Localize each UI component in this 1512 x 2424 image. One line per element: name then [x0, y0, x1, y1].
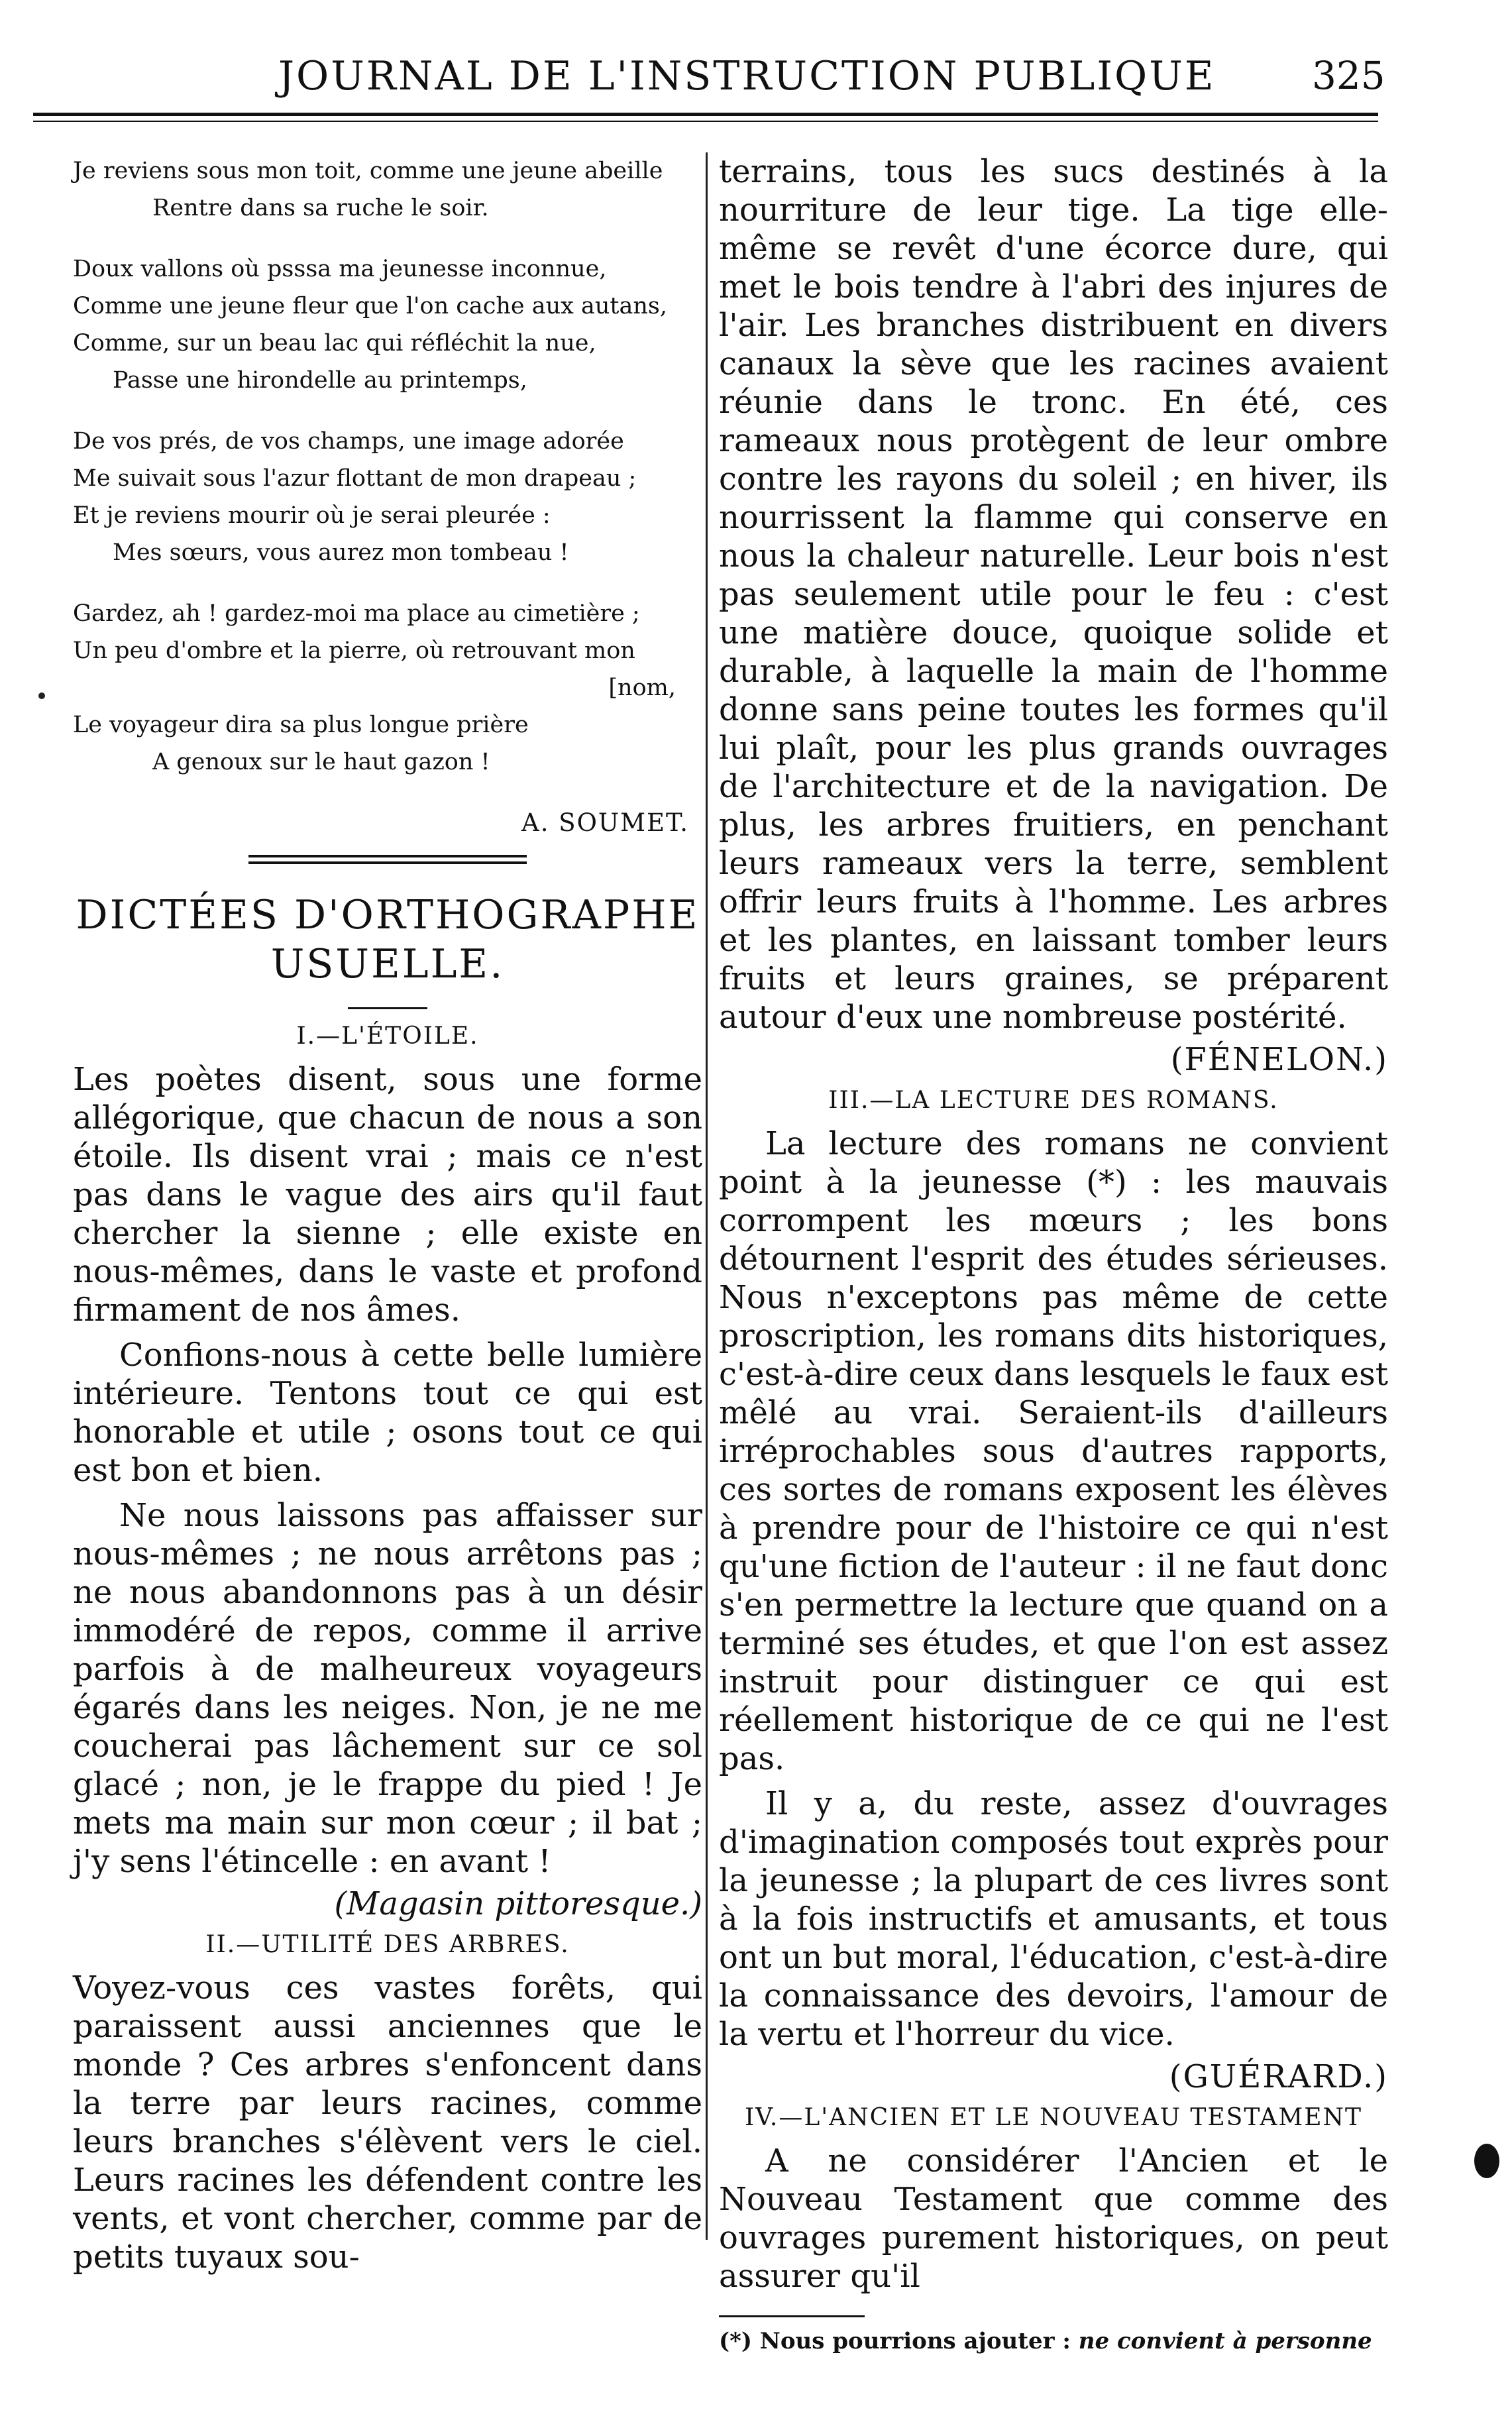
poem-line: Passe une hirondelle au printemps,	[113, 367, 527, 394]
credit: (GUÉRARD.)	[1169, 2058, 1388, 2095]
section-title: DICTÉES D'ORTHOGRAPHE USUELLE.	[76, 892, 700, 987]
header-rule-thick	[33, 113, 1378, 116]
poem-line: Me suivait sous l'azur flottant de mon drapeau ;	[73, 465, 637, 492]
poem-stanza	[73, 595, 702, 781]
poem-stanza	[73, 250, 702, 399]
dictee-body	[73, 1060, 702, 1923]
ink-blot	[1474, 2144, 1499, 2178]
dictee-body	[719, 1125, 1388, 2096]
right-column	[719, 152, 1388, 2356]
poem-line: Un peu d'ombre et la pierre, où retrouvant mon	[73, 637, 635, 664]
credit-line	[73, 1885, 702, 1923]
paragraph: Confions-nous à cette belle lumière intérieure. Tentons tout ce qui est honorable et utile ; osons tout ce qui est bon et bien.	[73, 1337, 702, 1489]
poem-stanza	[73, 423, 702, 571]
dictee-body	[719, 152, 1388, 1079]
dictee-body	[73, 1969, 702, 2276]
poem-line: Je reviens sous mon toit, comme une jeune abeille	[73, 158, 663, 184]
footnote-text: (*) Nous pourrions ajouter :	[719, 2328, 1071, 2354]
page-header	[0, 0, 1512, 146]
poem-line: Et je reviens mourir où je serai pleurée :	[73, 502, 551, 529]
dictee-title: III.—LA LECTURE DES ROMANS.	[828, 1087, 1279, 1114]
paragraph: Les poètes disent, sous une forme allégorique, que chacun de nous a son étoile. Ils disent vrai ; mais ce n'est pas dans le vague des airs qu'il faut chercher la sienne ; elle existe en nous-mêmes, dans le vaste et profond firmament de nos âmes.	[73, 1061, 702, 1329]
dictee-title: II.—UTILITÉ DES ARBRES.	[205, 1931, 570, 1958]
paragraph: A ne considérer l'Ancien et le Nouveau Testament que comme des ouvrages purement historiques, on peut assurer qu'il	[719, 2142, 1388, 2295]
section-double-rule	[248, 855, 527, 864]
poem-line: De vos prés, de vos champs, une image adorée	[73, 428, 624, 455]
poem-line: Le voyageur dira sa plus longue prière	[73, 712, 529, 738]
ink-dot	[38, 692, 45, 699]
running-title: JOURNAL DE L'INSTRUCTION PUBLIQUE	[278, 53, 1216, 99]
paragraph: Il y a, du reste, assez d'ouvrages d'imagination composés tout exprès pour la jeunesse ; la plupart de ces livres sont à la fois instructifs et amusants, et tous ont un but moral, l'éducation, c'est-à-dire la connaissance des devoirs, l'amour de la vertu et l'horreur du vice.	[719, 1785, 1388, 2053]
short-rule	[348, 1007, 427, 1009]
poem-line: Doux vallons où psssa ma jeunesse inconnue,	[73, 256, 607, 282]
footnote	[719, 2327, 1388, 2356]
paragraph: Ne nous laissons pas affaisser sur nous-mêmes ; ne nous arrêtons pas ; ne nous abandonnons pas à un désir immodéré de repos, comme il arrive parfois à de malheureux voyageurs égarés dans les neiges. Non, je ne me coucherai pas lâchement sur ce sol glacé ; non, je le frappe du pied ! Je mets ma main sur mon cœur ; il bat ; j'y sens l'étincelle : en avant !	[73, 1497, 702, 1880]
left-column	[73, 152, 702, 2283]
paragraph: terrains, tous les sucs destinés à la nourriture de leur tige. La tige elle-même se revêt d'une écorce dure, qui met le bois tendre à l'abri des injures de l'air. Les branches distribuent en divers canaux la sève que les racines avaient réunie dans le tronc. En été, ces rameaux nous protègent de leur ombre contre les rayons du soleil ; en hiver, ils nourrissent la flamme qui conserve en nous la chaleur naturelle. Leur bois n'est pas seulement utile pour le feu : c'est une matière douce, quoique solide et durable, à laquelle la main de l'homme donne sans peine toutes les formes qu'il lui plaît, pour les plus grands ouvrages de l'architecture et de la navigation. De plus, les arbres fruitiers, en penchant leurs rameaux vers la terre, semblent offrir leurs fruits à l'homme. Les arbres et les plantes, en laissant tomber leurs fruits et leurs graines, se préparent autour d'eux une nombreuse postérité.	[719, 153, 1388, 1036]
header-rule-thin	[33, 121, 1378, 122]
credit-line	[719, 2058, 1388, 2096]
dictee-title: I.—L'ÉTOILE.	[296, 1022, 479, 1050]
dictee-body	[719, 2142, 1388, 2295]
credit-line	[719, 1040, 1388, 1079]
poem-line-continuation: [nom,	[608, 675, 676, 701]
footnote-italic: ne convient à personne	[1078, 2328, 1372, 2354]
page-number: 325	[1312, 53, 1385, 98]
poem-line: A genoux sur le haut gazon !	[152, 749, 490, 775]
credit: (Magasin pittoresque.)	[334, 1885, 702, 1922]
poem-line: Comme, sur un beau lac qui réfléchit la nue,	[73, 330, 596, 357]
paragraph: Voyez-vous ces vastes forêts, qui paraissent aussi anciennes que le monde ? Ces arbres s'enfoncent dans la terre par leurs racines, comme leurs branches s'élèvent vers le ciel. Leurs racines les défendent contre les vents, et vont chercher, comme par de petits tuyaux sou-	[73, 1969, 702, 2276]
dictee-title: IV.—L'ANCIEN ET LE NOUVEAU TESTAMENT	[744, 2104, 1363, 2131]
poem	[73, 152, 702, 842]
credit: (FÉNELON.)	[1170, 1041, 1388, 1078]
poem-line: Mes sœurs, vous aurez mon tombeau !	[113, 539, 569, 566]
column-divider	[706, 152, 708, 2240]
poem-line: Comme une jeune fleur que l'on cache aux autans,	[73, 293, 667, 319]
footnote-rule	[719, 2315, 865, 2317]
poem-stanza	[73, 152, 702, 227]
poem-signature: A. SOUMET.	[521, 808, 689, 837]
paragraph: La lecture des romans ne convient point à la jeunesse (*) : les mauvais corrompent les mœurs ; les bons détournent l'esprit des études sérieuses. Nous n'exceptons pas même de cette proscription, les romans dits historiques, c'est-à-dire ceux dans lesquels le faux est mêlé au vrai. Seraient-ils d'ailleurs irréprochables sous d'autres rapports, ces sortes de romans exposent les élèves à prendre pour de l'histoire ce qui n'est qu'une fiction de l'auteur : il ne faut donc s'en permettre la lecture que quand on a terminé ses études, et que l'on est assez instruit pour distinguer ce qui est réellement historique de ce qui ne l'est pas.	[719, 1125, 1388, 1777]
poem-line: Gardez, ah ! gardez-moi ma place au cimetière ;	[73, 600, 640, 627]
poem-line: Rentre dans sa ruche le soir.	[152, 195, 489, 221]
